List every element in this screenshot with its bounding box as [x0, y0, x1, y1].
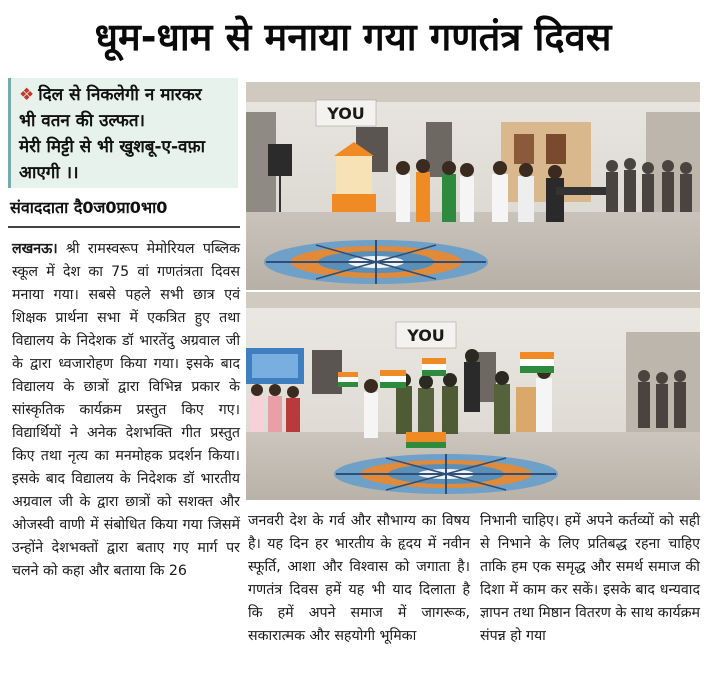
wall-sign — [316, 100, 376, 126]
column-2-text: जनवरी देश के गर्व और सौभाग्य का विषय है। यह दिन हर भारतीय के हृदय में नवीन स्फूर्ति, आशा और विश्वास को जगाता है। गणतंत्र दिवस हमें यह भी याद दिलाता है कि हमें अपने समाज में जागरूक, सकारात्मक और सहयोगी भूमिका — [248, 513, 470, 644]
divider — [8, 226, 240, 228]
quote-line-4: आएगी ।। — [19, 163, 79, 183]
headline: धूम-धाम से मनाया गया गणतंत्र दिवस — [94, 15, 612, 59]
event-photo-singing — [246, 82, 700, 290]
quote-line-1: ❖ दिल से निकलेगी न मारकर — [19, 85, 202, 105]
svg-text:YOU: YOU — [407, 326, 445, 345]
diamond-bullet-icon: ❖ — [19, 85, 35, 105]
article-column-3 — [480, 510, 700, 648]
dateline: लखनऊ। — [12, 241, 58, 257]
byline: संवाददाता दै0ज0प्रा0भा0 — [10, 198, 168, 217]
pull-quote — [8, 78, 238, 188]
quote-line-3: मेरी मिट्टी से भी खुशबू-ए-वफ़ा — [19, 137, 205, 157]
event-photo-dance — [246, 292, 700, 500]
svg-text:YOU: YOU — [327, 104, 365, 123]
photo-singing-image — [246, 82, 700, 290]
photo-dance-image — [246, 292, 700, 500]
column-1-text: श्री रामस्वरूप मेमोरियल पब्लिक स्कूल में देश का 75 वां गणतंत्रता दिवस मनाया गया। सबसे पहले सभी छात्र एवं शिक्षक प्रार्थना सभा में एकत्रित हुए तथा विद्यालय के निदेशक डॉ भारतेंदु अग्रवाल जी के द्वारा ध्वजारोहण किया गया। इसके बाद विद्यालय के छात्रों द्वारा विभिन्न प्रकार के सांस्कृतिक कार्यक्रम प्रस्तुत किए गए। विद्यार्थियों ने अनेक देशभक्ति गीत प्रस्तुत किए तथा नृत्य का मनमोहक प्रदर्शन किया। इसके बाद विद्यालय के निदेशक डॉ भारतीय अग्रवाल जी के द्वारा छात्रों को सशक्त और ओजस्वी वाणी में संबोधित किया गया जिसमें उन्होंने देशभक्तों द्वारा बताए गए मार्ग पर चलने को कहा और बताया कि 26 — [12, 241, 240, 579]
column-3-text: निभानी चाहिए। हमें अपने कर्तव्यों को सही से निभाने के लिए प्रतिबद्ध रहना चाहिए ताकि हम एक समृद्ध और समर्थ समाज की दिशा में काम कर सकें। इसके बाद धन्यवाद ज्ञापन तथा मिष्ठान वितरण के साथ कार्यक्रम संपन्न हो गया — [480, 513, 700, 644]
article-column-1 — [12, 238, 240, 583]
wall-sign — [396, 322, 456, 348]
article-column-2 — [248, 510, 470, 648]
quote-line-2: भी वतन की उल्फत। — [19, 111, 145, 131]
